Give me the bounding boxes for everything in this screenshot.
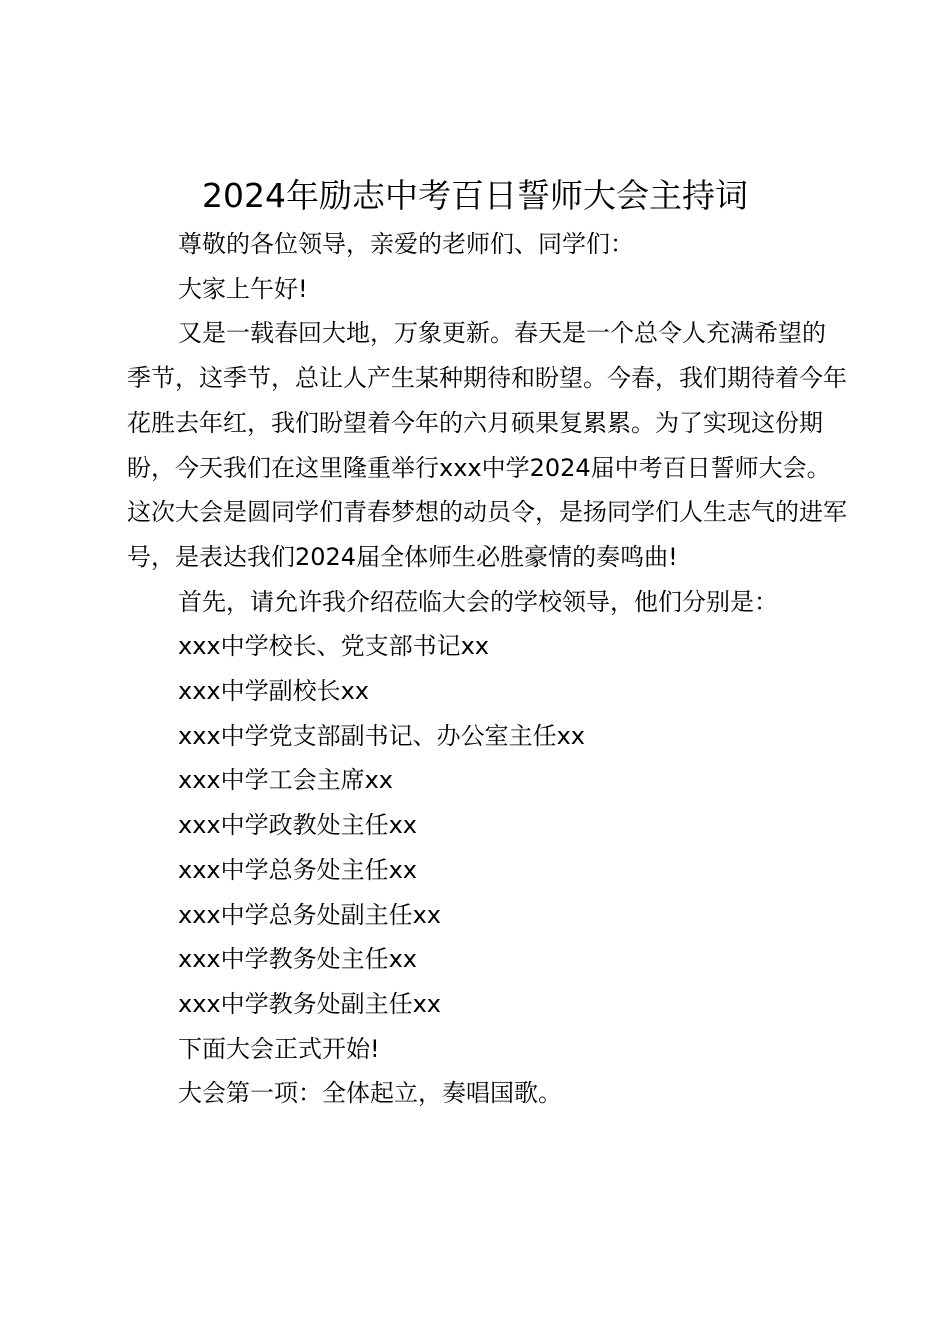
leader-list-item: xxx中学总务处主任xx — [178, 855, 418, 884]
paragraph-good-morning: 大家上午好! — [178, 274, 308, 303]
paragraph-agenda-item-1: 大会第一项：全体起立，奏唱国歌。 — [178, 1079, 562, 1108]
document-body — [127, 222, 847, 1116]
leader-list-item: xxx中学副校长xx — [178, 677, 370, 706]
paragraph-meeting-start: 下面大会正式开始! — [178, 1034, 380, 1063]
leader-list-item: xxx中学总务处副主任xx — [178, 900, 442, 929]
leader-list-item: xxx中学校长、党支部书记xx — [178, 632, 490, 661]
leader-list-item: xxx中学教务处副主任xx — [178, 989, 442, 1018]
paragraph-opening: 又是一载春回大地，万象更新。春天是一个总令人充满希望的季节，这季节，总让人产生某种期待和盼望。今春，我们期待着今年花胜去年红，我们盼望着今年的六月硕果复累累。为了实现这份期盼，今天我们在这里隆重举行xxx中学2024届中考百日誓师大会。这次大会是圆同学们青春梦想的动员令，是扬同学们人生志气的进军号，是表达我们2024届全体师生必胜豪情的奏鸣曲! — [127, 319, 847, 571]
paragraph-introduction: 首先，请允许我介绍莅临大会的学校领导，他们分别是： — [178, 587, 778, 616]
paragraph-greeting: 尊敬的各位领导，亲爱的老师们、同学们： — [178, 230, 634, 258]
leader-list-item: xxx中学教务处主任xx — [178, 945, 418, 974]
leader-list-item: xxx中学党支部副书记、办公室主任xx — [178, 721, 586, 750]
leader-list-item: xxx中学工会主席xx — [178, 766, 394, 795]
leader-list-item: xxx中学政教处主任xx — [178, 811, 418, 840]
document-title: 2024年励志中考百日誓师大会主持词 — [202, 176, 748, 215]
